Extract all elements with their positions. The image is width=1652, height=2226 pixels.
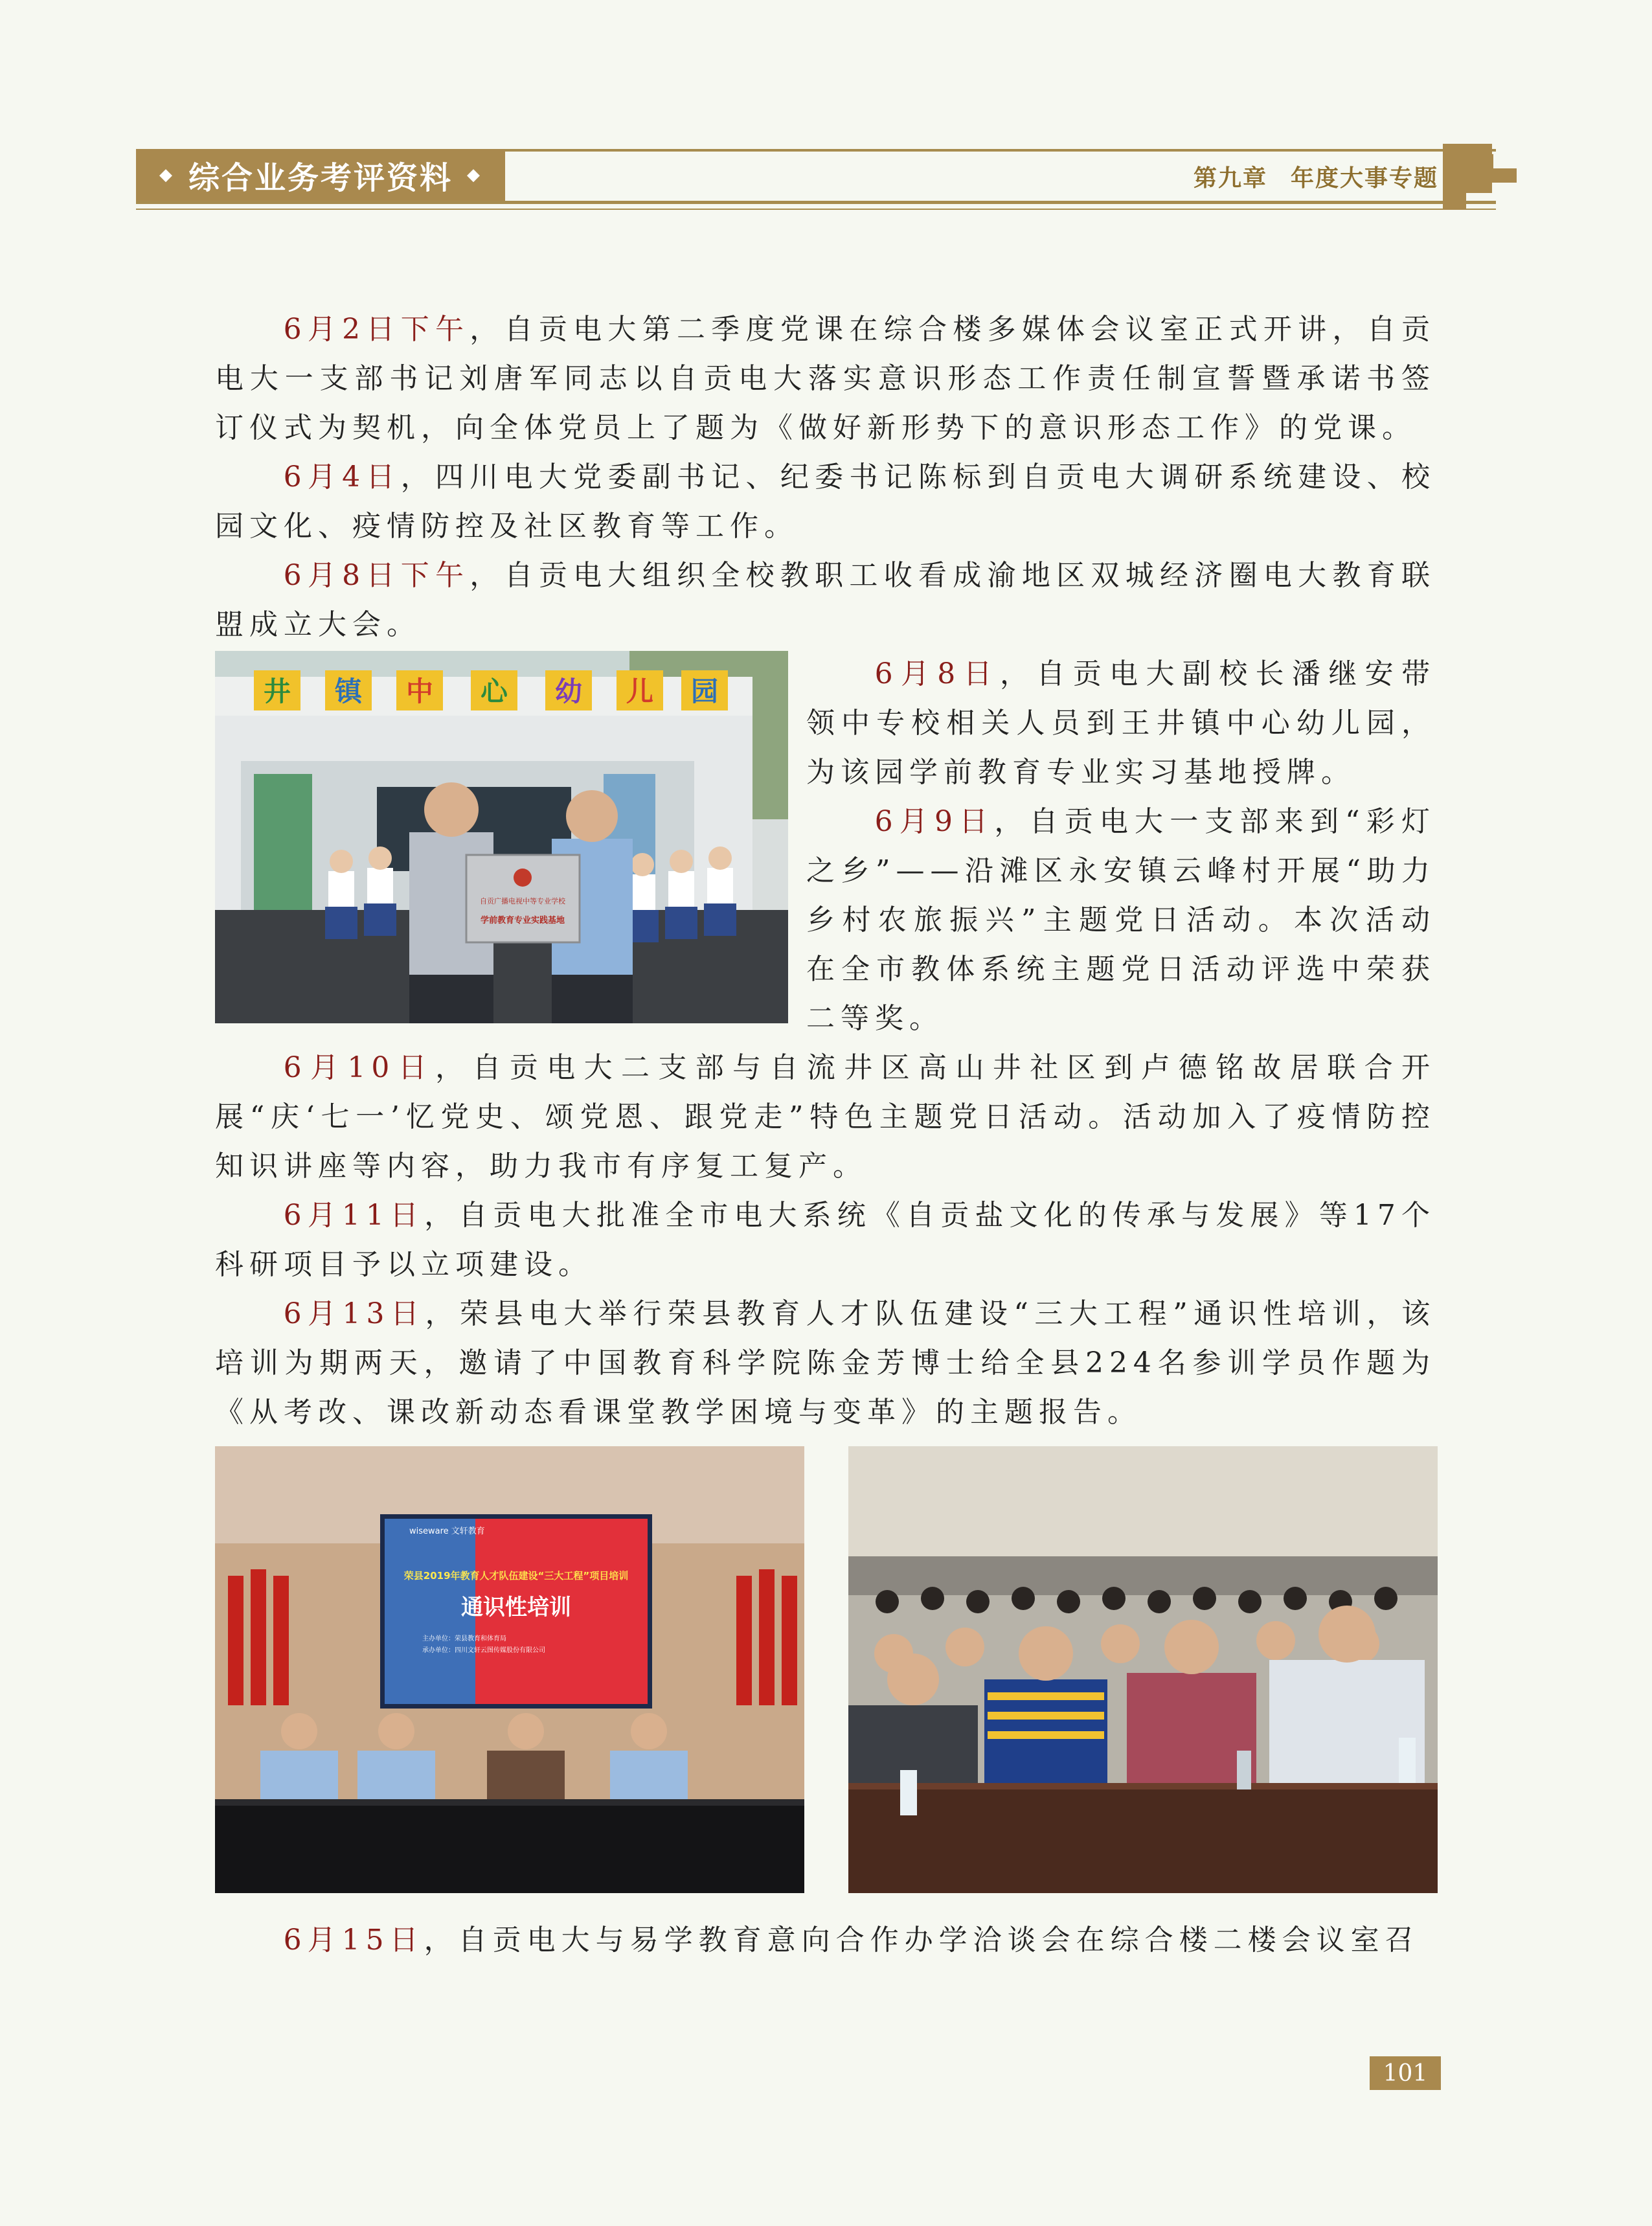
header-book-title: [136, 149, 505, 201]
sign-char: 镇: [334, 676, 363, 707]
header-chapter: [1194, 157, 1438, 196]
event-paragraph: [806, 650, 1436, 797]
event-paragraph: [215, 305, 1436, 453]
kindergarten-scene: [215, 651, 788, 1023]
diamond-icon: ◆: [159, 165, 174, 185]
event-text: ，四川电大党委副书记、纪委书记陈标到自贡电大调研系统建设、校园文化、疫情防控及社区教育等工作。: [215, 460, 1436, 543]
event-text: ，自贡电大第二季度党课在综合楼多媒体会议室正式开讲，自贡电大一支部书记刘唐军同志以自贡电大落实意识形态工作责任制宣誓暨承诺书签订仪式为契机，向全体党员上了题为《做好新形势下的意识形态工作》的党课。: [215, 313, 1436, 444]
event-text: ，自贡电大批准全市电大系统《自贡盐文化的传承与发展》等17个科研项目予以立项建设。: [215, 1199, 1436, 1281]
sign-char: 心: [480, 676, 508, 707]
event-text: ，自贡电大副校长潘继安带领中专校相关人员到王井镇中心幼儿园，为该园学前教育专业实习基地授牌。: [806, 657, 1436, 789]
sign-char: 园: [690, 676, 719, 707]
event-date: 6月8日: [874, 657, 1001, 690]
sign-char: 井: [263, 676, 291, 707]
chapter-title: 年度大事专题: [1290, 164, 1438, 192]
header-rule-bottom-thin: [136, 209, 1496, 210]
training-audience-scene: [848, 1446, 1438, 1893]
event-text: ，自贡电大与易学教育意向合作办学洽谈会在综合楼二楼会议室召: [424, 1924, 1420, 1957]
sign-char: 幼: [554, 676, 583, 707]
event-paragraph: [215, 551, 1436, 650]
event-paragraph: [215, 1916, 1436, 1965]
event-paragraph: [806, 797, 1436, 1043]
book-title-text: 综合业务考评资料: [188, 159, 453, 196]
event-paragraph: [215, 1043, 1436, 1191]
header-corner-ornament: [1480, 154, 1493, 170]
event-paragraph: [215, 1289, 1436, 1437]
event-date: 6月13日: [283, 1297, 425, 1330]
header-corner-ornament: [1480, 168, 1517, 183]
training-audience-photo: [848, 1446, 1438, 1893]
kindergarten-plaque-photo: [215, 651, 788, 1023]
training-stage-photo: [215, 1446, 804, 1893]
header-corner-ornament: [1443, 193, 1466, 210]
event-paragraph: [215, 453, 1436, 551]
sign-char: 儿: [626, 676, 654, 707]
plaque-title: 学前教育专业实践基地: [480, 916, 565, 926]
screen-sub: 承办单位：四川文轩云图传媒股份有限公司: [422, 1647, 545, 1654]
event-date: 6月9日: [874, 805, 995, 838]
event-date: 6月8日下午: [283, 559, 470, 592]
event-date: 6月11日: [283, 1199, 425, 1232]
screen-logo: wiseware 文轩教育: [409, 1527, 485, 1536]
screen-line: 荣县2019年教育人才队伍建设“三大工程”项目培训: [403, 1570, 629, 1582]
header-rule-bottom: [136, 201, 1496, 204]
event-date: 6月4日: [283, 460, 401, 494]
event-date: 6月10日: [283, 1051, 436, 1084]
event-text: ，自贡电大二支部与自流井区高山井社区到卢德铭故居联合开展“庆‘七一’忆党史、颂党恩、跟党走”特色主题党日活动。活动加入了疫情防控知识讲座等内容，助力我市有序复工复产。: [215, 1051, 1436, 1183]
event-text: ，荣县电大举行荣县教育人才队伍建设“三大工程”通识性培训，该培训为期两天，邀请了中国教育科学院陈金芳博士给全县224名参训学员作题为《从考改、课改新动态看课堂教学困境与变革》的主题报告。: [215, 1297, 1436, 1429]
projection-screen: [380, 1514, 652, 1709]
screen-title: 通识性培训: [461, 1595, 571, 1620]
sign-char: 中: [405, 676, 434, 707]
event-date: 6月2日下午: [283, 313, 470, 346]
screen-sub: 主办单位：荣县教育和体育局: [422, 1635, 506, 1642]
page-number: 101: [1370, 2056, 1441, 2090]
plaque-school: 自贡广播电视中等专业学校: [480, 897, 565, 905]
event-text: ，自贡电大一支部来到“彩灯之乡”——沿滩区永安镇云峰村开展“助力乡村农旅振兴”主题党日活动。本次活动在全市教体系统主题党日活动评选中荣获二等奖。: [806, 805, 1436, 1035]
chapter-number: 第九章: [1193, 164, 1267, 192]
diamond-icon: ◆: [467, 165, 482, 185]
award-plaque: [466, 855, 580, 942]
event-text: ，自贡电大组织全校教职工收看成渝地区双城经济圈电大教育联盟成立大会。: [215, 559, 1436, 641]
event-date: 6月15日: [283, 1924, 424, 1957]
training-stage-scene: [215, 1446, 804, 1893]
event-paragraph: [215, 1191, 1436, 1289]
